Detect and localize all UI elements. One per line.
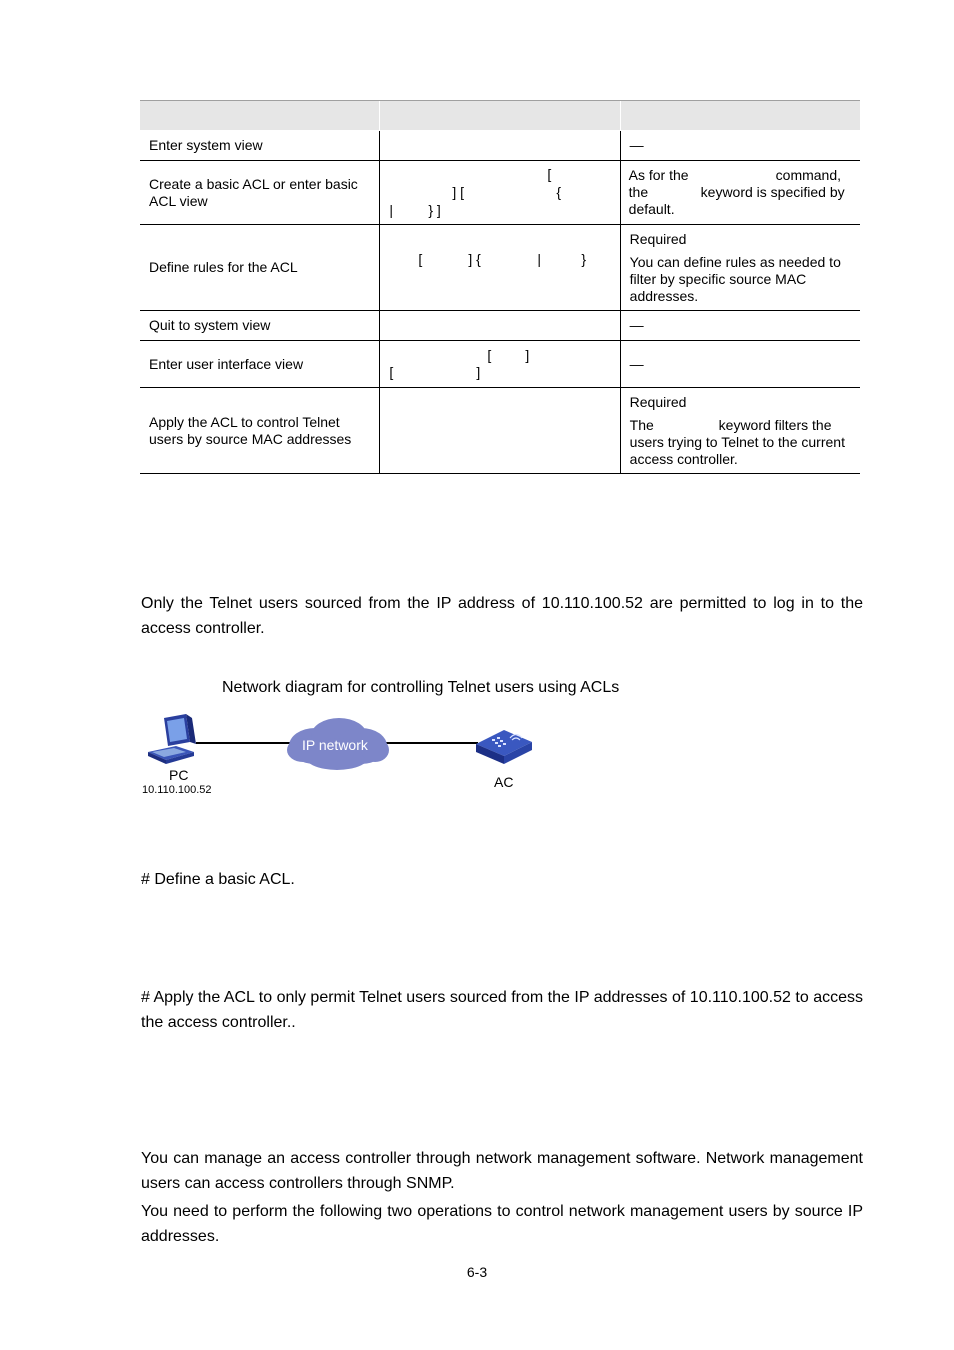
access-controller-icon: [474, 726, 534, 766]
command-fragment: ] {: [468, 251, 481, 267]
figure-caption: Network diagram for controlling Telnet users using ACLs: [222, 679, 620, 696]
command-cell: [380, 341, 620, 388]
table-row: [140, 161, 860, 225]
command-fragment: {: [556, 184, 561, 200]
operation-cell: Create a basic ACL or enter basic ACL view: [140, 161, 380, 225]
remarks-cell: Required You can define rules as needed to filter by specific source MAC addresses.: [620, 225, 860, 311]
operation-cell: Quit to system view: [140, 311, 380, 341]
table-row: [140, 131, 860, 161]
command-cell: [380, 131, 620, 161]
table-row: [140, 388, 860, 474]
remarks-cell: —: [620, 341, 860, 388]
command-fragment: |: [537, 251, 541, 267]
command-fragment: [: [487, 347, 492, 363]
network-management-paragraph: You can manage an access controller through network management software. Network management users can access controllers through SNMP.: [141, 1150, 863, 1192]
command-cell: [380, 311, 620, 341]
remarks-cell: —: [620, 131, 860, 161]
command-fragment: ]: [525, 347, 530, 363]
step-define-acl: # Define a basic ACL.: [141, 871, 295, 888]
cloud-label: IP network: [302, 737, 368, 753]
pc-ip-label: 10.110.100.52: [142, 784, 212, 796]
command-fragment: [: [547, 166, 552, 182]
operation-cell: Define rules for the ACL: [140, 225, 380, 311]
command-cell: [380, 225, 620, 311]
pc-label: PC: [169, 767, 189, 783]
header-cell: [380, 101, 620, 131]
operation-cell: Enter user interface view: [140, 341, 380, 388]
command-fragment: |: [389, 202, 393, 218]
remarks-cell: —: [620, 311, 860, 341]
remarks-cell: As for the command, the keyword is specified by default.: [620, 161, 860, 225]
page-number: 6-3: [466, 1264, 488, 1280]
command-cell: [380, 161, 620, 225]
ac-label: AC: [494, 774, 514, 790]
command-fragment: ] [: [452, 184, 464, 200]
link-line: [386, 742, 478, 744]
command-fragment: [: [389, 364, 394, 380]
header-cell: [140, 101, 380, 131]
pc-icon: [146, 714, 202, 766]
command-fragment: }: [581, 251, 586, 267]
operation-cell: Enter system view: [140, 131, 380, 161]
table-row: [140, 225, 860, 311]
operations-paragraph: You need to perform the following two operations to control network management users by source IP addresses.: [141, 1203, 863, 1245]
command-fragment: ]: [476, 364, 481, 380]
config-table: [140, 100, 860, 474]
table-row: [140, 311, 860, 341]
step-apply-acl: # Apply the ACL to only permit Telnet users sourced from the IP addresses of 10.110.100.52 to access the access controller..: [141, 989, 863, 1031]
remarks-cell: Required The keyword filters the users trying to Telnet to the current access controller.: [620, 388, 860, 474]
operation-cell: Apply the ACL to control Telnet users by source MAC addresses: [140, 388, 380, 474]
table-header-row: [140, 101, 860, 131]
link-line: [196, 742, 291, 744]
command-cell: [380, 388, 620, 474]
command-fragment: } ]: [428, 202, 441, 218]
table-row: [140, 341, 860, 388]
command-fragment: [: [418, 251, 423, 267]
header-cell: [620, 101, 860, 131]
requirement-paragraph: Only the Telnet users sourced from the IP address of 10.110.100.52 are permitted to log in to the access controller.: [141, 595, 863, 637]
